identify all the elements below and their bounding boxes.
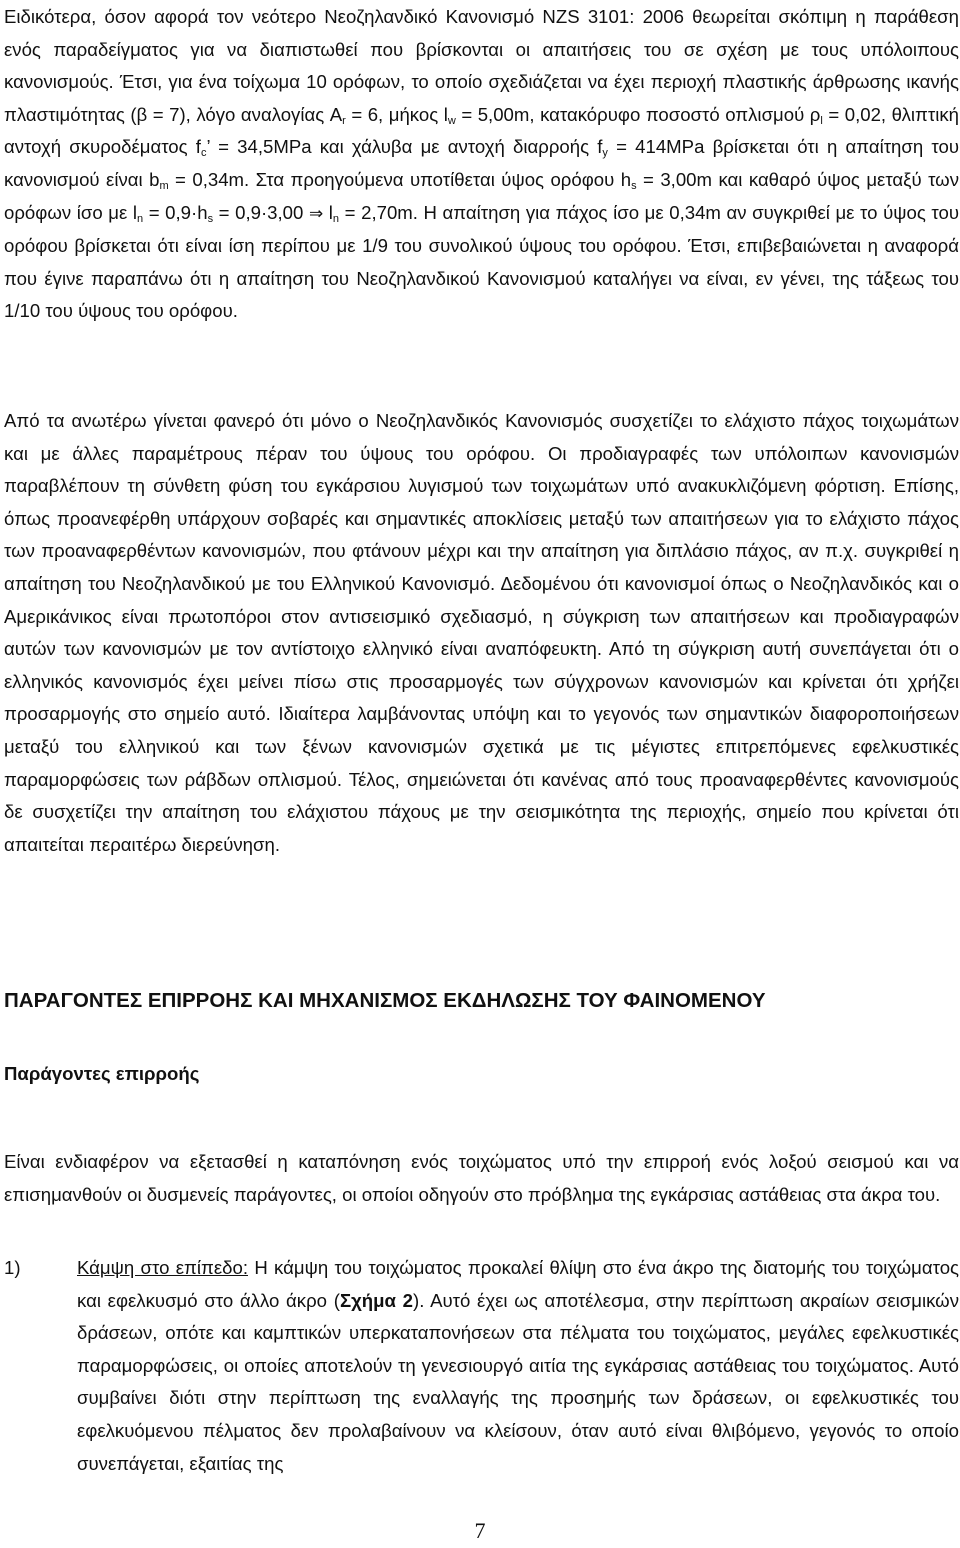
text-segment: l	[323, 201, 333, 223]
subscript: l	[820, 114, 823, 127]
figure-reference: Σχήμα 2	[339, 1289, 414, 1311]
subscript: r	[342, 114, 346, 127]
text-segment: = 0,9·3,00	[213, 201, 309, 223]
subscript: y	[602, 147, 608, 160]
page-number: 7	[474, 1518, 486, 1543]
text-segment: = 5,00m, κατακόρυφο ποσοστό οπλισμού ρ	[455, 103, 821, 125]
text-segment: = 6, μήκος l	[345, 103, 448, 125]
text-segment: = 0,34m. Στα προηγούμενα υποτίθεται ύψος ορόφου h	[168, 168, 632, 190]
text-segment: = 0,9·h	[143, 201, 208, 223]
subscript: n	[332, 212, 340, 225]
text-segment: = 0,02, θλιπτική αντοχή σκυροδέματος f	[4, 103, 959, 158]
text-segment: Η κάμψη του τοιχώματος προκαλεί θλίψη στο ένα άκρο της διατομής του τοιχώματος και εφελκυσμό στο άλλο άκρο (	[77, 1257, 960, 1311]
subscript: m	[159, 179, 169, 192]
section-heading: ΠΑΡΑΓΟΝΤΕΣ ΕΠΙΡΡΟΗΣ ΚΑΙ ΜΗΧΑΝΙΣΜΟΣ ΕΚΔΗΛΩΣΗΣ ΤΟΥ ΦΑΙΝΟΜΕΝΟΥ	[4, 989, 766, 1012]
subscript: w	[447, 114, 456, 127]
text-segment: = 3,00m και καθαρό ύψος μεταξύ των ορόφων ίσο με l	[4, 168, 959, 223]
subsection-heading: Παράγοντες επιρροής	[4, 1063, 200, 1084]
text-segment: Ειδικότερα, όσον αφορά τον νεότερο Νεοζηλανδικό Κανονισμό NZS 3101: 2006 θεωρείται σκόπιμη η παράθεση ενός παραδείγματος για να διαπιστωθεί που βρίσκονται οι απαιτήσεις του σε σχέση με τους υπόλοιπους κανονισμούς. Έτσι, για ένα τοίχωμα 10 ορόφων, το οποίο σχεδιάζεται να έχει περιοχή πλαστικής άρθρωσης ικανής πλαστιμότητας (β = 7), λόγο αναλογίας A	[4, 6, 959, 125]
text-segment: ’ = 34,5MPa και χάλυβα με αντοχή διαρροής f	[206, 136, 603, 158]
subscript: s	[207, 212, 214, 225]
paragraph-code-comparison: Από τα ανωτέρω γίνεται φανερό ότι μόνο ο Νεοζηλανδικός Κανονισμός συσχετίζει το ελάχιστο πάχος τοιχωμάτων και με άλλες παραμέτρους πέραν του ύψους του ορόφου. Οι προδιαγραφές των υπόλοιπων κανονισμών παραβλέπουν τη σύνθετη φύση του εγκάρσιου λυγισμού των τοιχωμάτων υπό ανακυκλιζόμενη φόρτιση. Επίσης, όπως προανεφέρθη υπάρχουν σοβαρές και σημαντικές αποκλίσεις μεταξύ των απαιτήσεων για το ελάχιστο πάχος των προαναφερθέντων κανονισμών, που φτάνουν μέχρι και την απαίτηση για διπλάσιο πάχος, αν π.χ. συγκριθεί η απαίτηση του Νεοζηλανδικού με του Ελληνικού Κανονισμό. Δεδομένου ότι κανονισμοί όπως ο Νεοζηλανδικός και ο Αμερικάνικος είναι πρωτοπόροι στον αντισεισμικό σχεδιασμό, η σύγκριση των απαιτήσεων και προδιαγραφών αυτών των κανονισμών με τον αντίστοιχο ελληνικό είναι αναπόφευκτη. Από τη σύγκριση αυτή συνεπάγεται ότι ο ελληνικός κανονισμός έχει μείνει πίσω στις προσαρμογές των σύγχρονων κανονισμών και κρίνεται ότι χρήζει προσαρμογής στο σημείο αυτό. Ιδιαίτερα λαμβάνοντας υπόψη και το γεγονός των σημαντικών διαφοροποιήσεων μεταξύ του ελληνικού και των ξένων κανονισμών σχετικά με τις μέγιστες επιτρεπόμενες εφελκυστικές παραμορφώσεις των ράβδων οπλισμού. Τέλος, σημειώνεται ότι κανένας από τους προαναφερθέντες κανονισμούς δε συσχετίζει την απαίτηση του ελάχιστου πάχους με την σεισμικότητα της περιοχής, σημείο που κρίνεται ότι απαιτείται περαιτέρω διερεύνηση.	[4, 410, 959, 855]
subscript: s	[631, 179, 637, 192]
implies-arrow-icon: ⇒	[308, 203, 324, 224]
paragraph-nzs-example	[4, 1, 959, 328]
text-segment: = 414MPa βρίσκεται ότι η απαίτηση του κανονισμού είναι b	[4, 136, 959, 190]
paragraph-intro: Είναι ενδιαφέρον να εξετασθεί η καταπόνηση ενός τοιχώματος υπό την επιρροή ενός λοξού σεισμού και να επισημανθούν οι δυσμενείς παράγοντες, οι οποίοι οδηγούν στο πρόβλημα της εγκάρσιας αστάθειας στα άκρα του.	[4, 1151, 959, 1205]
list-item-body	[77, 1252, 959, 1480]
list-item-number: 1)	[4, 1257, 21, 1278]
list-item-title: Κάμψη στο επίπεδο:	[77, 1257, 248, 1278]
subscript: c	[200, 147, 207, 160]
text-segment: = 2,70m. Η απαίτηση για πάχος ίσο με 0,34m αν συγκριθεί με το ύψος του ορόφου βρίσκεται ότι είναι ίση περίπου με 1/9 του συνολικού ύψους του ορόφου. Έτσι, επιβεβαιώνεται η αναφορά που έγινε παραπάνω ότι η απαίτηση του Νεοζηλανδικού Κανονισμού καταλήγει να είναι, εν γένει, της τάξεως του 1/10 του ύψους του ορόφου.	[4, 201, 959, 322]
subscript: n	[137, 212, 144, 225]
text-segment: ). Αυτό έχει ως αποτέλεσμα, στην περίπτωση ακραίων σεισμικών δράσεων, οπότε και καμπτικών υπερκαταπονήσεων στα πέλματα του τοιχώματος, μεγάλες εφελκυστικές παραμορφώσεις, οι οποίες αποτελούν τη γενεσιουργό αιτία της εγκάρσιας αστάθειας του τοιχώματος. Αυτό συμβαίνει διότι στην περίπτωση της εναλλαγής της προσημής των δράσεων, οι εφελκυστικές του εφελκυόμενου πέλματος δεν προλαβαίνουν να κλείσουν, όταν αυτό είναι θλιβόμενο, γεγονός το οποίο συνεπάγεται, εξαιτίας της	[77, 1289, 959, 1474]
